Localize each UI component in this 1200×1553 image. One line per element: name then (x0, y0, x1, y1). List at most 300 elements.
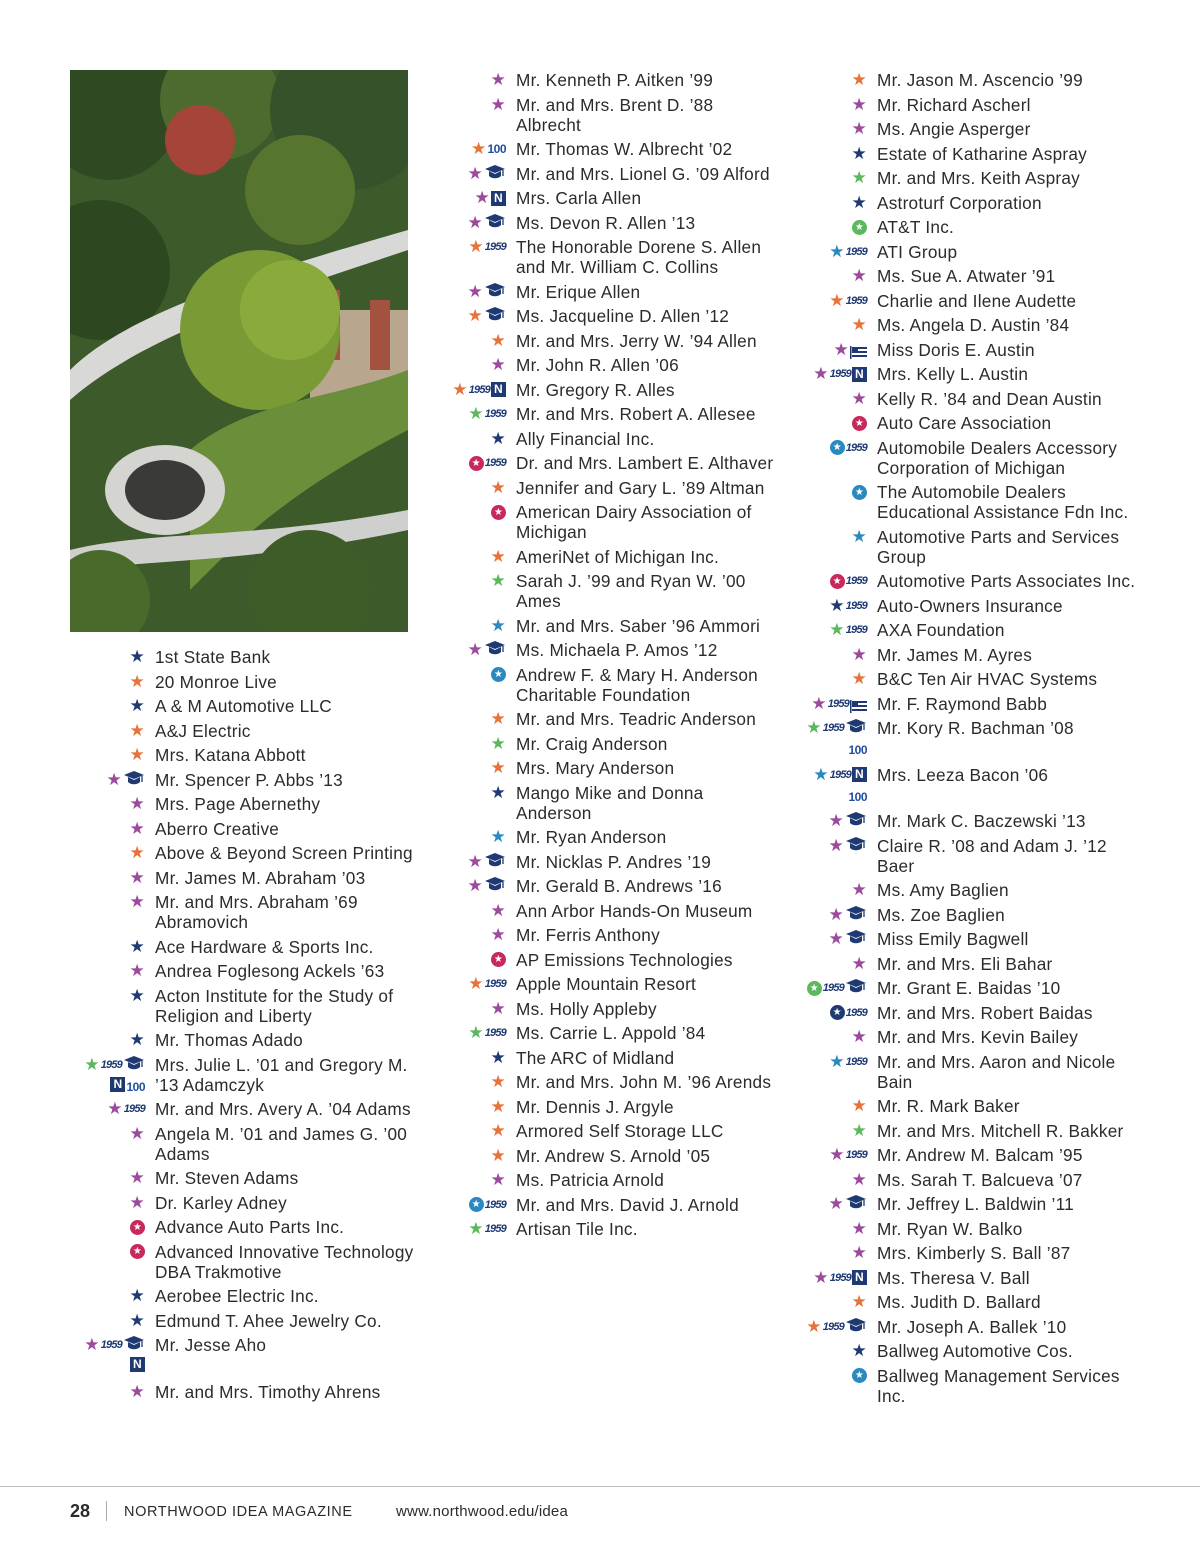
donor-badges (852, 119, 868, 139)
donor-entry (129, 794, 415, 814)
donor-entry (828, 929, 1137, 949)
donor-name: Kelly R. ’84 and Dean Austin (877, 388, 1102, 409)
magazine-name: NORTHWOOD IDEA MAGAZINE (124, 1504, 353, 1520)
donor-name: Mr. Gregory R. Alles (516, 379, 675, 400)
star-icon: ★ (490, 900, 506, 920)
star-icon: ★ (467, 306, 483, 325)
donor-badges (491, 1072, 507, 1092)
star-icon: ★ (129, 936, 145, 956)
donor-name: Mrs. Page Abernethy (155, 794, 321, 814)
donor-badges (491, 70, 507, 90)
star-icon: ★ (468, 237, 484, 256)
donor-name: Miss Emily Bagwell (877, 929, 1029, 949)
1959-society-badge: 1959 (822, 982, 844, 994)
donor-name: AmeriNet of Michigan Inc. (516, 546, 720, 567)
star-icon: ★ (490, 709, 506, 728)
donor-badges (468, 213, 507, 233)
star-icon: ★ (813, 364, 829, 383)
donor-entry (806, 1316, 1137, 1337)
donor-badges (130, 1030, 146, 1050)
donor-entry (490, 571, 776, 611)
star-icon: ★ (106, 769, 122, 789)
donor-name: Mrs. Carla Allen (516, 188, 642, 208)
1959-society-badge: 1959 (100, 1339, 122, 1351)
1959-society-badge: 1959 (829, 1271, 851, 1284)
star-icon: ★ (470, 139, 487, 158)
donor-entry (490, 709, 776, 729)
donor-entry (490, 782, 776, 823)
donor-badges (468, 852, 507, 872)
circle-star-icon: ★ (491, 505, 506, 520)
donor-entry (854, 413, 1137, 433)
graduation-cap-icon (845, 978, 867, 998)
star-icon: ★ (129, 1030, 145, 1049)
star-icon: ★ (129, 1168, 145, 1187)
flag-icon (850, 343, 867, 356)
donor-name: Ms. Judith D. Ballard (877, 1292, 1041, 1312)
donor-entry (851, 143, 1137, 164)
donor-name: Mr. Gerald B. Andrews ’16 (516, 876, 722, 896)
donor-name: Andrea Foglesong Ackels ’63 (155, 961, 385, 981)
donor-name: Ann Arbor Hands-On Museum (516, 900, 753, 921)
donor-name: Mrs. Katana Abbott (155, 745, 306, 765)
star-icon: ★ (490, 546, 506, 566)
circle-star-icon: ★ (830, 1005, 845, 1020)
donor-name: Mr. Andrew S. Arnold ’05 (516, 1145, 711, 1166)
star-icon: ★ (829, 1145, 845, 1164)
donor-entry (129, 745, 415, 765)
donor-badges (852, 1341, 868, 1361)
donor-entry (468, 974, 776, 994)
donor-column-1 (84, 647, 415, 1406)
donor-badges (852, 315, 868, 335)
northwood-n-badge: N (852, 767, 867, 782)
1959-society-badge: 1959 (845, 1055, 867, 1068)
graduation-cap-icon (845, 1194, 867, 1214)
star-icon: ★ (829, 595, 845, 615)
donor-badges (491, 950, 506, 970)
graduation-cap-icon (484, 282, 506, 302)
magazine-url[interactable]: www.northwood.edu/idea (396, 1503, 569, 1520)
donor-badges (468, 974, 506, 994)
100-club-badge: 100 (126, 1079, 145, 1094)
star-icon: ★ (490, 1072, 506, 1091)
donor-name: Mr. Joseph A. Ballek ’10 (877, 1316, 1067, 1337)
donor-entry (490, 925, 776, 945)
donor-name: Mr. Kenneth P. Aitken ’99 (516, 70, 714, 90)
donor-name: Mr. Steven Adams (155, 1168, 299, 1188)
graduation-cap-icon (845, 811, 867, 831)
star-icon: ★ (833, 339, 849, 359)
star-icon: ★ (829, 620, 845, 639)
donor-name: Mango Mike and Donna Anderson (516, 782, 704, 823)
donor-badges (468, 1219, 506, 1239)
northwood-n-badge: N (491, 191, 506, 206)
donor-name: Mr. and Mrs. Robert A. Allesee (516, 404, 756, 424)
star-icon: ★ (129, 720, 145, 740)
donor-entry (828, 1194, 1137, 1214)
star-icon: ★ (129, 647, 145, 666)
donor-name: Mr. Craig Anderson (516, 733, 668, 754)
donor-entry (490, 355, 776, 375)
donor-entry (132, 1217, 415, 1237)
star-icon: ★ (467, 851, 483, 871)
donor-entry (828, 811, 1137, 831)
donor-name: 1st State Bank (155, 647, 271, 667)
donor-badges-secondary (110, 1077, 145, 1097)
donor-badges (491, 1048, 507, 1068)
donor-name: Mr. Jeffrey L. Baldwin ’11 (877, 1194, 1074, 1214)
donor-badges (829, 1052, 867, 1072)
donor-badges (811, 694, 867, 714)
donor-name: Ms. Michaela P. Amos ’12 (516, 640, 718, 660)
donor-entry (129, 936, 415, 957)
donor-badges (491, 355, 507, 375)
donor-name: Mr. James M. Ayres (877, 644, 1033, 665)
donor-entry (129, 843, 415, 863)
donor-entry (129, 671, 415, 692)
donor-name: Mr. and Mrs. Mitchell R. Bakker (877, 1120, 1124, 1141)
donor-badges (829, 596, 867, 616)
donor-entry (851, 70, 1137, 90)
donor-badges (130, 1382, 146, 1402)
donor-badges (130, 721, 146, 741)
circle-star-icon: ★ (807, 981, 822, 996)
donor-entry (851, 669, 1137, 689)
donor-name: Ms. Patricia Arnold (516, 1170, 665, 1190)
donor-badges (468, 1023, 506, 1043)
donor-name: Mr. and Mrs. Brent D. ’88 Albrecht (516, 94, 714, 135)
donor-badges (491, 665, 506, 685)
circle-star-icon: ★ (852, 416, 867, 431)
donor-entry (828, 835, 1137, 876)
donor-entry (129, 1286, 415, 1306)
donor-column-3 (806, 70, 1137, 1410)
star-icon: ★ (806, 1316, 822, 1336)
donor-entry (806, 718, 1137, 760)
footer-divider (106, 1501, 107, 1521)
donor-name: Ally Financial Inc. (516, 428, 655, 449)
donor-name: Mr. and Mrs. Saber ’96 Ammori (516, 615, 761, 636)
1959-society-badge: 1959 (829, 368, 851, 380)
donor-name: Advanced Innovative Technology DBA Trakmotive (155, 1241, 414, 1282)
donor-name: Claire R. ’08 and Adam J. ’12 Baer (877, 835, 1107, 876)
star-icon: ★ (129, 696, 145, 715)
star-icon: ★ (851, 1292, 867, 1311)
star-icon: ★ (129, 745, 145, 764)
donor-entry (129, 892, 415, 932)
donor-name: Miss Doris E. Austin (877, 339, 1035, 360)
star-icon: ★ (851, 70, 867, 89)
star-icon: ★ (490, 70, 506, 89)
donor-name: Mr. and Mrs. Aaron and Nicole Bain (877, 1051, 1116, 1092)
star-icon: ★ (851, 1169, 867, 1189)
donor-name: The ARC of Midland (516, 1047, 675, 1068)
1959-society-badge: 1959 (845, 245, 867, 258)
donor-name: Mr. Richard Ascherl (877, 94, 1031, 115)
1959-society-badge: 1959 (845, 441, 867, 454)
donor-name: AP Emissions Technologies (516, 949, 733, 970)
donor-badges (491, 709, 507, 729)
graduation-cap-icon (484, 852, 506, 872)
page-number: 28 (70, 1501, 91, 1521)
star-icon: ★ (490, 428, 506, 448)
donor-badges (852, 954, 868, 974)
donor-name: Mrs. Kelly L. Austin (877, 364, 1029, 384)
donor-entry (851, 168, 1137, 188)
donor-entry (470, 139, 776, 159)
donor-entry (84, 1335, 415, 1377)
circle-star-icon: ★ (491, 667, 506, 682)
donor-badges (130, 961, 146, 981)
donor-entry (490, 827, 776, 847)
star-icon: ★ (490, 733, 506, 753)
star-icon: ★ (828, 1194, 844, 1213)
graduation-cap-icon (845, 905, 867, 925)
donor-badges (468, 282, 507, 302)
donor-name: Mr. Erique Allen (516, 281, 641, 302)
star-icon: ★ (490, 1170, 506, 1189)
star-icon: ★ (467, 212, 483, 232)
donor-name: Mr. R. Mark Baker (877, 1096, 1020, 1116)
star-icon: ★ (851, 526, 867, 546)
donor-badges (130, 745, 146, 765)
donor-name: Mr. Ferris Anthony (516, 925, 660, 945)
northwood-n-badge: N (110, 1077, 125, 1092)
donor-entry (490, 428, 776, 449)
donor-badges (852, 266, 868, 286)
donor-name: Mr. Jesse Aho (155, 1335, 267, 1355)
donor-badges (491, 478, 507, 498)
graduation-cap-icon (484, 306, 506, 326)
donor-name: Ms. Devon R. Allen ’13 (516, 212, 696, 233)
star-icon: ★ (806, 718, 822, 737)
donor-entry (854, 482, 1137, 522)
donor-badges (829, 242, 867, 262)
star-icon: ★ (490, 571, 506, 590)
donor-entry (851, 880, 1137, 900)
donor-entry (467, 281, 776, 302)
donor-badges (852, 413, 867, 433)
donor-badges (468, 237, 506, 257)
donor-name: Mr. and Mrs. David J. Arnold (516, 1194, 739, 1215)
donor-entry (851, 266, 1137, 286)
donor-entry (490, 615, 776, 636)
star-icon: ★ (129, 1381, 145, 1401)
donor-entry (851, 1243, 1137, 1263)
star-icon: ★ (129, 1286, 145, 1305)
donor-name: Ballweg Automotive Cos. (877, 1341, 1073, 1361)
star-icon: ★ (129, 1192, 145, 1212)
donor-entry (132, 1241, 415, 1282)
donor-name: Ms. Theresa V. Ball (877, 1267, 1030, 1288)
donor-entry (851, 1096, 1137, 1116)
donor-entry (471, 1194, 776, 1215)
donor-name: Mr. and Mrs. Robert Baidas (877, 1002, 1093, 1023)
donor-entry (811, 693, 1137, 714)
donor-entry (851, 388, 1137, 409)
donor-badges (830, 438, 867, 458)
donor-badges (813, 765, 867, 785)
graduation-cap-icon (123, 1335, 145, 1355)
donor-badges (130, 1286, 146, 1306)
donor-badges (491, 502, 506, 522)
donor-badges (829, 905, 868, 925)
star-icon: ★ (490, 330, 506, 350)
donor-name: Aerobee Electric Inc. (155, 1286, 319, 1306)
donor-badges (130, 672, 146, 692)
donor-badges (852, 1170, 868, 1190)
donor-badges (130, 1193, 146, 1213)
star-icon: ★ (851, 143, 867, 163)
donor-name: Ms. Zoe Baglien (877, 904, 1005, 925)
donor-badges (491, 1121, 507, 1141)
star-icon: ★ (490, 1121, 506, 1140)
donor-badges (491, 1097, 507, 1117)
donor-name: Acton Institute for the Study of Religion and Liberty (155, 985, 394, 1026)
donor-entry (490, 94, 776, 135)
star-icon: ★ (474, 188, 490, 207)
donor-name: Ms. Sue A. Atwater ’91 (877, 266, 1056, 286)
donor-name: Mr. and Mrs. Lionel G. ’09 Alford (516, 163, 770, 184)
donor-badges (452, 380, 506, 400)
donor-entry (832, 1002, 1137, 1023)
donor-name: AT&T Inc. (877, 217, 955, 237)
donor-name: Ms. Carrie L. Appold ’84 (516, 1023, 706, 1043)
donor-name: Advance Auto Parts Inc. (155, 1217, 345, 1237)
donor-entry (490, 1047, 776, 1068)
donor-name: Auto Care Association (877, 413, 1052, 433)
northwood-n-badge: N (852, 1270, 867, 1285)
donor-name: Mr. James M. Abraham ’03 (155, 867, 366, 888)
100-club-badge: 100 (848, 743, 867, 757)
1959-society-badge: 1959 (484, 1223, 506, 1235)
donor-badges (468, 404, 506, 424)
graduation-cap-icon (845, 1317, 867, 1337)
donor-entry (829, 241, 1137, 262)
page-footer (0, 1486, 1200, 1521)
donor-badges (107, 770, 146, 790)
donor-name: Ms. Holly Appleby (516, 998, 657, 1019)
1959-society-badge: 1959 (845, 599, 867, 612)
donor-entry (809, 978, 1137, 998)
star-icon: ★ (828, 835, 844, 855)
donor-badges (830, 571, 867, 591)
donor-entry (851, 1292, 1137, 1312)
donor-badges (130, 1242, 145, 1262)
donor-name: Mr. Ryan W. Balko (877, 1218, 1023, 1239)
donor-entry (851, 644, 1137, 665)
donor-entry (107, 1099, 415, 1119)
donor-entry (129, 1123, 415, 1164)
donor-badges (491, 571, 507, 591)
star-icon: ★ (851, 1027, 867, 1046)
donor-entry (471, 453, 776, 473)
graduation-cap-icon (484, 164, 506, 184)
star-icon: ★ (129, 671, 145, 691)
donor-entry (829, 595, 1137, 616)
star-icon: ★ (851, 1096, 867, 1115)
donor-entry (490, 900, 776, 921)
star-icon: ★ (851, 315, 867, 334)
star-icon: ★ (490, 355, 506, 374)
graduation-cap-icon (484, 876, 506, 896)
donor-badges (852, 482, 867, 502)
donor-badges (852, 669, 868, 689)
donor-entry (490, 1096, 776, 1117)
donor-entry (851, 1341, 1137, 1361)
donor-badges (852, 1219, 868, 1239)
star-icon: ★ (851, 168, 867, 187)
star-icon: ★ (829, 290, 845, 310)
star-icon: ★ (129, 818, 145, 838)
star-icon: ★ (829, 1051, 845, 1071)
star-icon: ★ (468, 404, 484, 423)
star-icon: ★ (129, 1310, 145, 1330)
graduation-cap-icon (845, 929, 867, 949)
donor-entry (129, 647, 415, 667)
donor-name: Jennifer and Gary L. ’89 Altman (516, 477, 765, 498)
100-club-badge: 100 (848, 789, 867, 804)
donor-badges (130, 843, 146, 863)
1959-society-badge: 1959 (827, 697, 849, 710)
donor-entry (833, 339, 1137, 360)
star-icon: ★ (468, 1023, 484, 1042)
donor-entry (129, 1030, 415, 1050)
donor-name: Edmund T. Ahee Jewelry Co. (155, 1310, 382, 1331)
star-icon: ★ (851, 953, 867, 973)
donor-name: The Automobile Dealers Educational Assistance Fdn Inc. (877, 482, 1129, 522)
donor-name: Ms. Angela D. Austin ’84 (877, 315, 1070, 335)
donor-badges (829, 929, 868, 949)
donor-badges (469, 1195, 506, 1215)
1959-society-badge: 1959 (845, 575, 867, 587)
donor-entry (467, 163, 776, 184)
donor-badges (130, 819, 146, 839)
donor-badges (130, 1217, 145, 1237)
donor-name: Ms. Angie Asperger (877, 119, 1031, 139)
donor-name: 20 Monroe Live (155, 671, 277, 692)
donor-name: Ms. Amy Baglien (877, 880, 1009, 900)
donor-badges (491, 1170, 507, 1190)
donor-name: Mr. and Mrs. John M. ’96 Arends (516, 1072, 772, 1092)
star-icon: ★ (129, 961, 145, 980)
donor-badges (130, 647, 146, 667)
donor-name: Automobile Dealers Accessory Corporation of Michigan (877, 437, 1118, 478)
star-icon: ★ (468, 1219, 484, 1238)
donor-entry (129, 1168, 415, 1188)
donor-badges (475, 188, 507, 208)
donor-badges (130, 892, 146, 912)
donor-entry (468, 1023, 776, 1043)
donor-badges (130, 1311, 146, 1331)
donor-entry (452, 379, 776, 400)
donor-name: Mr. and Mrs. Keith Aspray (877, 168, 1081, 188)
circle-star-icon: ★ (852, 1368, 867, 1383)
donor-badges (829, 1194, 868, 1214)
donor-name: Above & Beyond Screen Printing (155, 843, 413, 863)
donor-badges (852, 70, 868, 90)
donor-name: Mr. Andrew M. Balcam ’95 (877, 1145, 1083, 1165)
graduation-cap-icon (845, 836, 867, 856)
donor-badges (469, 453, 506, 473)
donor-name: Mr. and Mrs. Kevin Bailey (877, 1027, 1079, 1047)
star-icon: ★ (851, 1243, 867, 1262)
100-club-badge: 100 (487, 142, 506, 156)
1959-society-badge: 1959 (100, 1058, 122, 1071)
donor-entry (129, 818, 415, 839)
star-icon: ★ (467, 163, 483, 183)
